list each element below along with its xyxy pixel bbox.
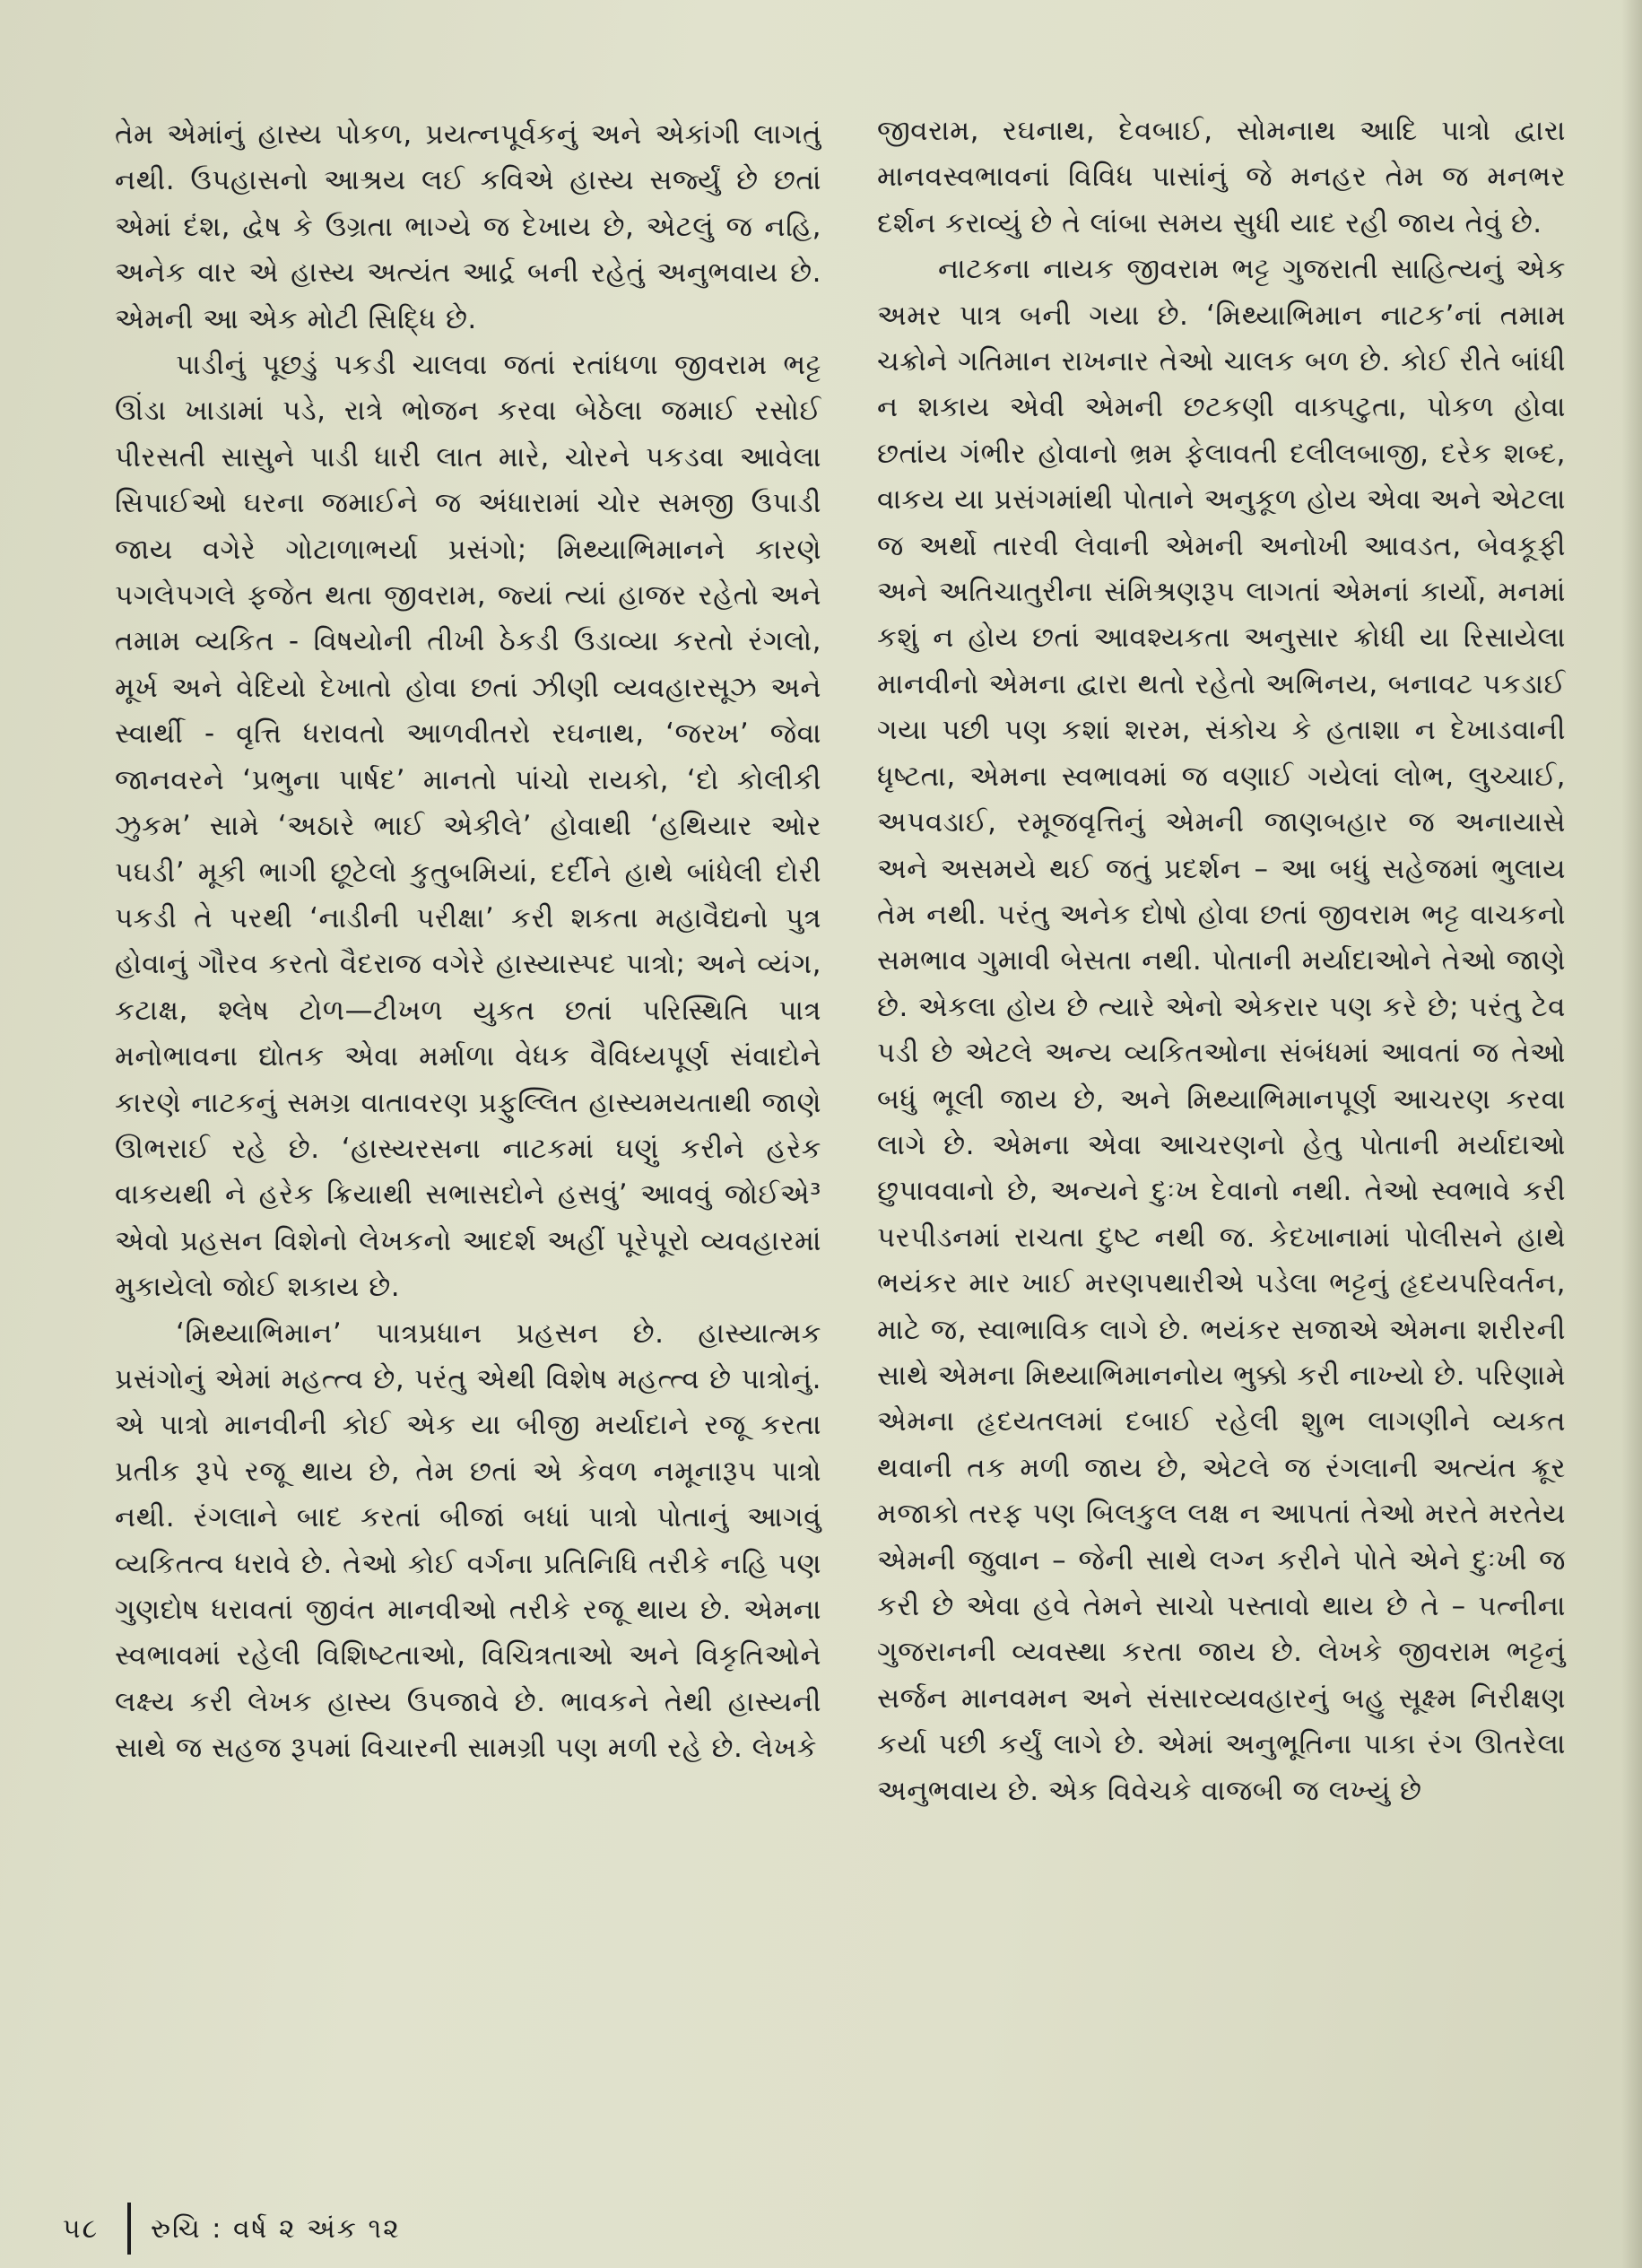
- left-paragraph-1: તેમ એમાંનું હાસ્ય પોકળ, પ્રયત્નપૂર્વકનું અને એકાંગી લાગતું નથી. ઉપહાસનો આશ્રય લઈ કવિએ હાસ્ય સર્જ્યું છે છતાં એમાં દંશ, દ્વેષ કે ઉગ્રતા ભાગ્યે જ દેખાય છે, એટલું જ નહિ, અનેક વાર એ હાસ્ય અત્યંત આર્દ્ર બની રહેતું અનુભવાય છે. એમની આ એક મોટી સિદ્ધિ છે.: [115, 118, 821, 335]
- right-paragraph-2: નાટકના નાયક જીવરામ ભટ્ટ ગુજરાતી સાહિત્યનું એક અમર પાત્ર બની ગયા છે. ‘મિથ્યાભિમાન નાટક’નાં તમામ ચક્રોને ગતિમાન રાખનાર તેઓ ચાલક બળ છે. કોઈ રીતે બાંધી ન શકાય એવી એમની છટકણી વાક્પટુતા, પોકળ હોવા છતાંય ગંભીર હોવાનો ભ્રમ ફેલાવતી દલીલબાજી, દરેક શબ્દ, વાકય યા પ્રસંગમાંથી પોતાને અનુકૂળ હોય એવા અને એટલા જ અર્થો તારવી લેવાની એમની અનોખી આવડત, બેવકૂફી અને અતિચાતુરીના સંમિશ્રણરૂપ લાગતાં એમનાં કાર્યો, મનમાં કશું ન હોય છતાં આવશ્યકતા અનુસાર ક્રોધી યા રિસાયેલા માનવીનો એમના દ્વારા થતો રહેતો અભિનય, બનાવટ પકડાઈ ગયા પછી પણ કશાં શરમ, સંકોચ કે હતાશા ન દેખાડવાની ધૃષ્ટતા, એમના સ્વભાવમાં જ વણાઈ ગયેલાં લોભ, લુચ્ચાઈ, અપવડાઈ, રમૂજવૃત્તિનું એમની જાણબહાર જ અનાયાસે અને અસમયે થઈ જતું પ્રદર્શન – આ બધું સહેજમાં ભુલાય તેમ નથી. પરંતુ અનેક દોષો હોવા છતાં જીવરામ ભટ્ટ વાચકનો સમભાવ ગુમાવી બેસતા નથી. પોતાની મર્યાદાઓને તેઓ જાણે છે. એકલા હોય છે ત્યારે એનો એકરાર પણ કરે છે; પરંતુ ટેવ પડી છે એટલે અન્ય વ્યકિતઓના સંબંધમાં આવતાં જ તેઓ બધું ભૂલી જાય છે, અને મિથ્યાભિમાનપૂર્ણ આચરણ કરવા લાગે છે. એમના એવા આચરણનો હેતુ પોતાની મર્યાદાઓ છુપાવવાનો છે, અન્યને દુઃખ દેવાનો નથી. તેઓ સ્વભાવે કરી પરપીડનમાં રાચતા દુષ્ટ નથી જ. કેદખાનામાં પોલીસને હાથે ભયંકર માર ખાઈ મરણપથારીએ પડેલા ભટ્ટનું હૃદયપરિવર્તન, માટે જ, સ્વાભાવિક લાગે છે. ભયંકર સજાએ એમના શરીરની સાથે એમના મિથ્યાભિમાનનોય ભુક્કો કરી નાખ્યો છે. પરિણામે એમના હૃદયતલમાં દબાઈ રહેલી શુભ લાગણીને વ્યકત થવાની તક મળી જાય છે, એટલે જ રંગલાની અત્યંત ક્રૂર મજાકો તરફ પણ બિલકુલ લક્ષ ન આપતાં તેઓ મરતે મરતેય એમની જુવાન – જેની સાથે લગ્ન કરીને પોતે એને દુઃખી જ કરી છે એવા હવે તેમને સાચો પસ્તાવો થાય છે તે – પત્નીના ગુજરાનની વ્યવસ્થા કરતા જાય છે. લેખકે જીવરામ ભટ્ટનું સર્જન માનવમન અને સંસારવ્યવહારનું બહુ સૂક્ષ્મ નિરીક્ષણ કર્યા પછી કર્યું લાગે છે. એમાં અનુભૂતિના પાકા રંગ ઊતરેલા અનુભવાય છે. એક વિવેચકે વાજબી જ લખ્યું છે: [877, 253, 1566, 1807]
- left-paragraph-3: ‘મિથ્યાભિમાન’ પાત્રપ્રધાન પ્રહસન છે. હાસ્યાત્મક પ્રસંગોનું એમાં મહત્ત્વ છે, પરંતુ એથી વિશેષ મહત્ત્વ છે પાત્રોનું. એ પાત્રો માનવીની કોઈ એક યા બીજી મર્યાદાને રજૂ કરતા પ્રતીક રૂપે રજૂ થાય છે, તેમ છતાં એ કેવળ નમૂનારૂપ પાત્રો નથી. રંગલાને બાદ કરતાં બીજાં બધાં પાત્રો પોતાનું આગવું વ્યકિતત્વ ધરાવે છે. તેઓ કોઈ વર્ગના પ્રતિનિધિ તરીકે નહિ પણ ગુણદોષ ધરાવતાં જીવંત માનવીઓ તરીકે રજૂ થાય છે. એમના સ્વભાવમાં રહેલી વિશિષ્ટતાઓ, વિચિત્રતાઓ અને વિકૃતિઓને લક્ષ્ય કરી લેખક હાસ્ય ઉપજાવે છે. ભાવકને તેથી હાસ્યની સાથે જ સહજ રૂપમાં વિચારની સામગ્રી પણ મળી રહે છે. લેખકે: [115, 1316, 821, 1765]
- right-text-column: [877, 109, 1566, 1814]
- footer-divider: [127, 2203, 131, 2255]
- journal-issue: રુચિ : વર્ષ ૨ અંક ૧૨: [151, 2212, 401, 2245]
- page-edge-shadow: [1621, 0, 1642, 2268]
- left-paragraph-2: પાડીનું પૂછડું પકડી ચાલવા જતાં રતાંધળા જીવરામ ભટ્ટ ઊંડા ખાડામાં પડે, રાત્રે ભોજન કરવા બેઠેલા જમાઈ રસોઈ પીરસતી સાસુને પાડી ધારી લાત મારે, ચોરને પકડવા આવેલા સિપાઈઓ ઘરના જમાઈને જ અંધારામાં ચોર સમજી ઉપાડી જાય વગેરે ગોટાળાભર્યા પ્રસંગો; મિથ્યાભિમાનને કારણે પગલેપગલે ફજેત થતા જીવરામ, જ્યાં ત્યાં હાજર રહેતો અને તમામ વ્યકિત - વિષયોની તીખી ઠેકડી ઉડાવ્યા કરતો રંગલો, મૂર્ખ અને વેદિયો દેખાતો હોવા છતાં ઝીણી વ્યવહારસૂઝ અને સ્વાર્થી - વૃત્તિ ધરાવતો આળવીતરો રઘનાથ, ‘જરખ’ જેવા જાનવરને ‘પ્રભુના પાર્ષદ’ માનતો પાંચો રાયકો, ‘દો કોલીકી ઝુકમ’ સામે ‘અઠારે ભાઈ એકીલે’ હોવાથી ‘હથિયાર ઓર પઘડી’ મૂકી ભાગી છૂટેલો કુતુબમિયાં, દર્દીને હાથે બાંધેલી દોરી પકડી તે પરથી ‘નાડીની પરીક્ષા’ કરી શકતા મહાવૈદ્યનો પુત્ર હોવાનું ગૌરવ કરતો વૈદરાજ વગેરે હાસ્યાસ્પદ પાત્રો; અને વ્યંગ, કટાક્ષ, શ્લેષ ટોળ—ટીખળ યુકત છતાં પરિસ્થિતિ પાત્ર મનોભાવના દ્યોતક એવા મર્માળા વેધક વૈવિધ્યપૂર્ણ સંવાદોને કારણે નાટકનું સમગ્ર વાતાવરણ પ્રફુલ્લિત હાસ્યમયતાથી જાણે ઊભરાઈ રહે છે. ‘હાસ્યરસના નાટકમાં ઘણું કરીને હરેક વાકયથી ને હરેક ક્રિયાથી સભાસદોને હસવું’ આવવું જોઈએ³ એવો પ્રહસન વિશેનો લેખકનો આદર્શ અહીં પૂરેપૂરો વ્યવહારમાં મુકાયેલો જોઈ શકાય છે.: [115, 349, 821, 1304]
- page-footer: [34, 2202, 401, 2255]
- left-text-column: [115, 112, 821, 1772]
- page-number: ૫૮: [62, 2212, 100, 2245]
- right-paragraph-1: જીવરામ, રઘનાથ, દેવબાઈ, સોમનાથ આદિ પાત્રો દ્વારા માનવસ્વભાવનાં વિવિધ પાસાંનું જે મનહર તેમ જ મનભર દર્શન કરાવ્યું છે તે લાંબા સમય સુધી યાદ રહી જાય તેવું છે.: [877, 115, 1566, 239]
